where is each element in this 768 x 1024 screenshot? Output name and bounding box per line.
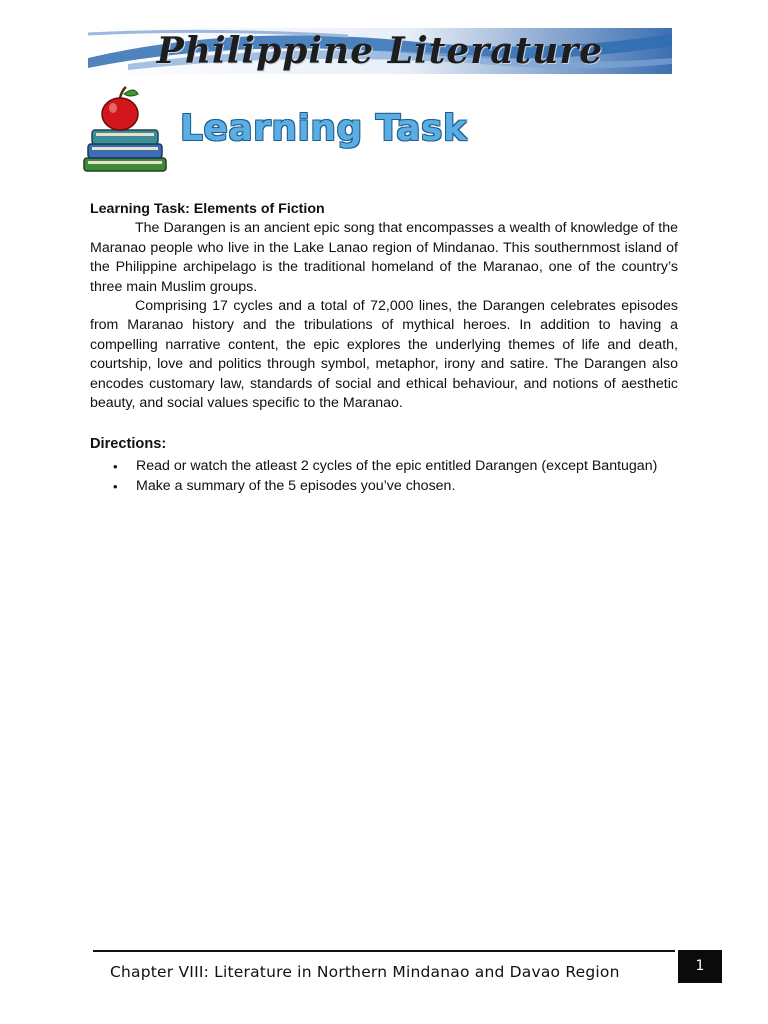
list-item-text: Read or watch the atleast 2 cycles of the epic entitled Darangen (except Bantugan) <box>136 457 658 474</box>
bullet-icon: • <box>113 458 118 474</box>
directions-list <box>90 457 678 497</box>
section-subtitle: Learning Task: Elements of Fiction <box>90 201 325 217</box>
footer-chapter-title: Chapter VIII: Literature in Northern Mindanao and Davao Region <box>110 963 620 981</box>
paragraph: Comprising 17 cycles and a total of 72,000 lines, the Darangen celebrates episodes from Maranao history and the tribulations of mythical heroes. In addition to having a compelling narrative content, the epic explores the underlying themes of life and death, courtship, love and politics through symbol, metaphor, irony and satire. The Darangen also encodes customary law, standards of social and ethical behaviour, and notions of aesthetic beauty, and social values specific to the Maranao. <box>90 298 678 412</box>
banner-title: Philippine Literature <box>156 30 604 72</box>
page-heading: Learning Task <box>180 108 468 149</box>
list-item-text: Make a summary of the 5 episodes you’ve chosen. <box>136 478 456 495</box>
page-number: 1 <box>678 950 722 983</box>
list-item <box>90 477 678 496</box>
directions-label: Directions: <box>90 436 167 453</box>
apple-books-icon <box>80 84 170 176</box>
paragraph: The Darangen is an ancient epic song that encompasses a wealth of knowledge of the Maranao people who live in the Lake Lanao region of Mindanao. This southernmost island of the Philippine archipelago is the traditional homeland of the Maranao, one of the country’s three main Muslim groups. <box>90 220 678 295</box>
list-item <box>90 457 678 476</box>
bullet-icon: • <box>113 479 118 495</box>
footer-divider <box>93 950 675 952</box>
main-content <box>90 200 678 498</box>
header-banner <box>88 28 672 74</box>
